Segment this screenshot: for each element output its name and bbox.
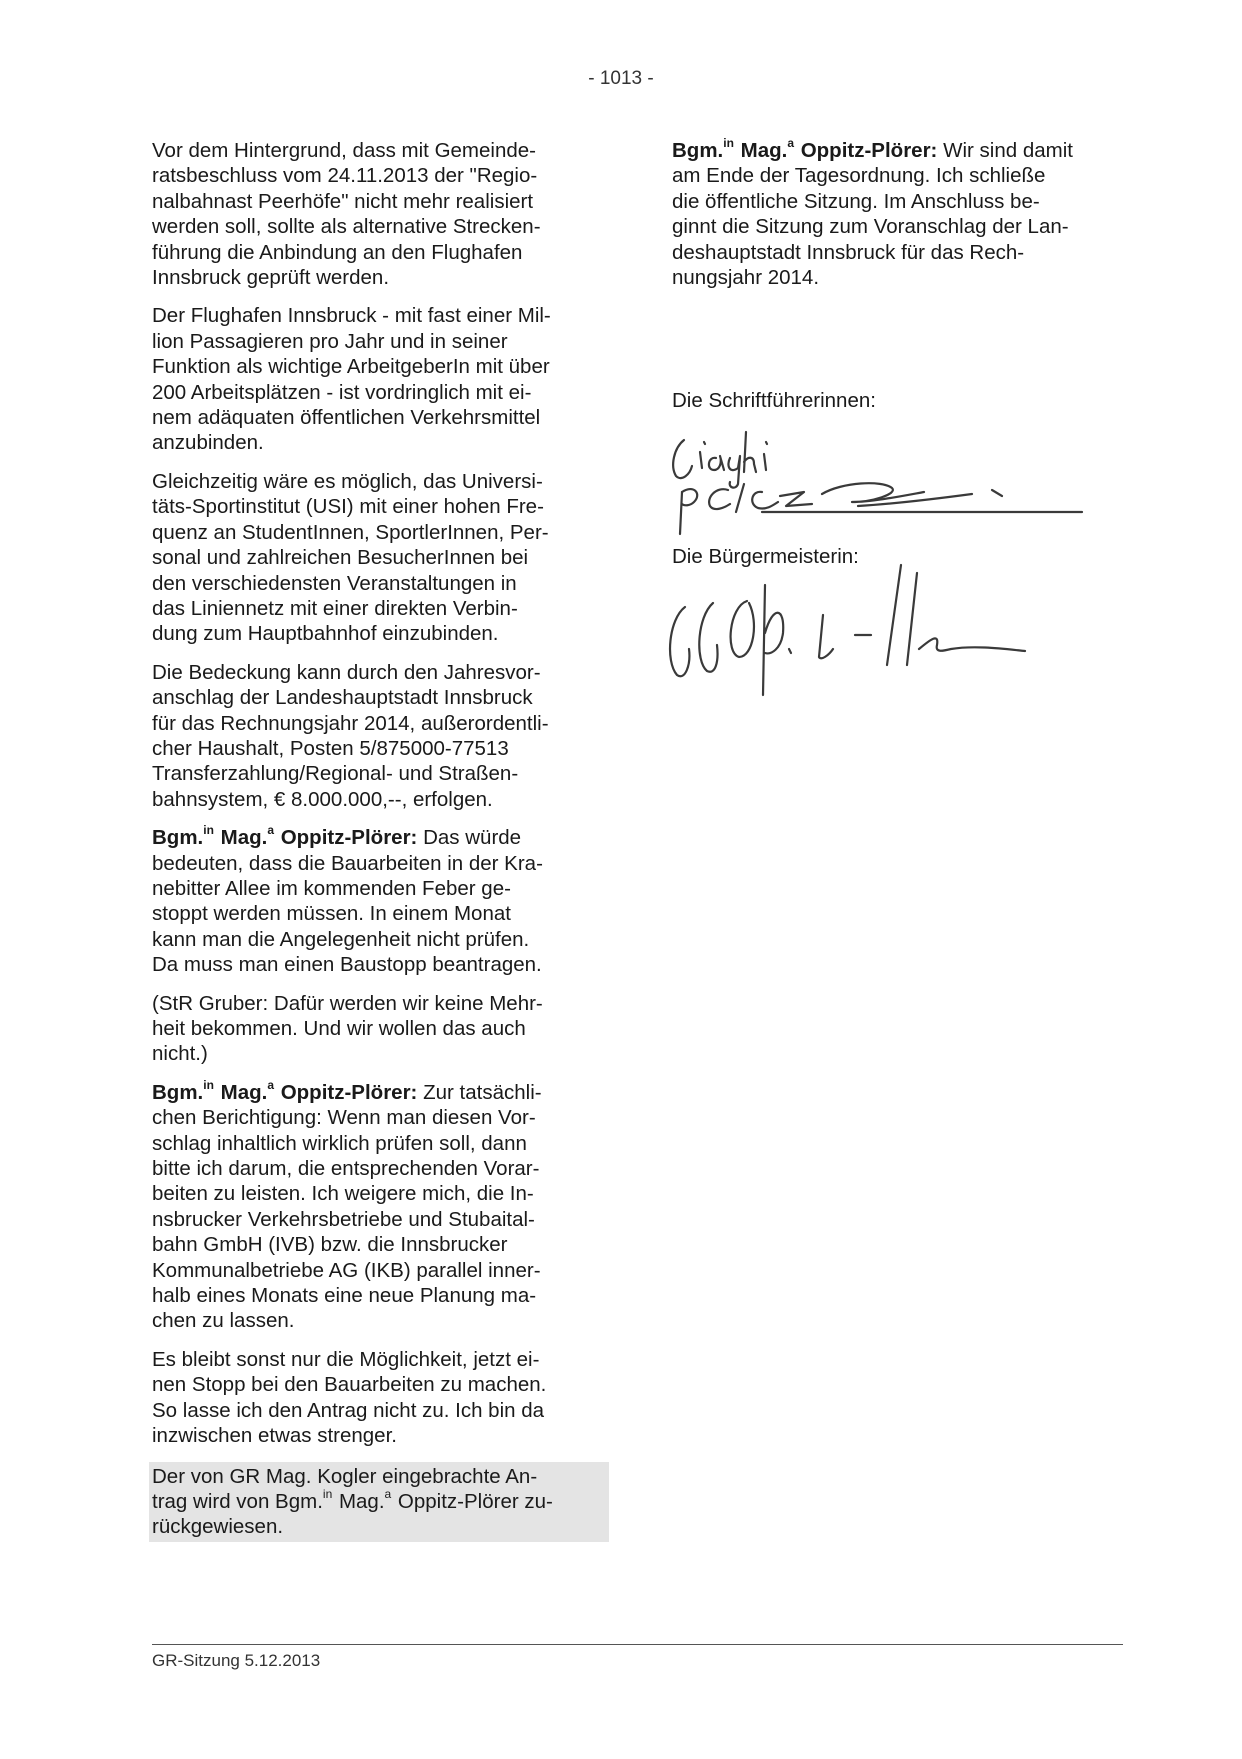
text-line: werden soll, sollte als alternative Strecken- — [152, 215, 541, 239]
text-line: Transferzahlung/Regional- und Straßen- — [152, 762, 519, 786]
text-line: Es bleibt sonst nur die Möglichkeit, jetzt ei- — [152, 1347, 540, 1371]
text-line: deshauptstadt Innsbruck für das Rech- — [672, 240, 1025, 264]
text-line: Kommunalbetriebe AG (IKB) parallel inner- — [152, 1258, 541, 1282]
text-line: Funktion als wichtige ArbeitgeberIn mit über — [152, 355, 550, 379]
paragraph-airport — [152, 303, 612, 455]
text-line: nen Stopp bei den Bauarbeiten zu machen. — [152, 1373, 547, 1397]
text-line: kann man die Angelegenheit nicht prüfen. — [152, 927, 530, 951]
text-line: (StR Gruber: Dafür werden wir keine Mehr- — [152, 991, 543, 1015]
text-line: sonal und zahlreichen BesucherInnen bei — [152, 546, 529, 570]
text-line: Der von GR Mag. Kogler eingebrachte An- — [152, 1464, 538, 1488]
paragraph-construction-stop — [152, 1347, 612, 1449]
text-line: nalbahnast Peerhöfe" nicht mehr realisiert — [152, 189, 534, 213]
text-line: So lasse ich den Antrag nicht zu. Ich bin da — [152, 1398, 545, 1422]
text-line: stoppt werden müssen. In einem Monat — [152, 902, 511, 926]
speaker-name: Bgm.$^{in}$ Mag.$^a$ Oppitz-Plörer: — [152, 1077, 418, 1104]
text-line: Bgm.$^{in}$ Mag.$^a$ Oppitz-Plörer: Zur tatsächli- — [152, 1077, 542, 1104]
text-line: ginnt die Sitzung zum Voranschlag der Lan- — [672, 215, 1069, 239]
text-line: schlag inhaltlich wirklich prüfen soll, dann — [152, 1131, 527, 1155]
text-line: Bgm.$^{in}$ Mag.$^a$ Oppitz-Plörer: Wir sind damit — [672, 136, 1073, 162]
text-line: beiten zu leisten. Ich weigere mich, die In- — [152, 1182, 534, 1206]
text-line: heit bekommen. Und wir wollen das auch — [152, 1017, 526, 1040]
text-line: Die Bedeckung kann durch den Jahresvor- — [152, 660, 541, 684]
text-line: für das Rechnungsjahr 2014, außerordentli- — [152, 711, 549, 735]
text-line: die öffentliche Sitzung. Im Anschluss be- — [672, 189, 1040, 213]
recorders-label: Die Schriftführerinnen: — [672, 389, 876, 412]
text-line: chen zu lassen. — [152, 1309, 295, 1333]
text-line: rückgewiesen. — [152, 1515, 284, 1539]
paragraph-mayor-statement-1 — [152, 825, 612, 977]
text-line: lion Passagieren pro Jahr und in seiner — [152, 329, 508, 353]
text-line: nicht.) — [152, 1042, 208, 1066]
text-line: den verschiedensten Veranstaltungen in — [152, 571, 517, 595]
text-line: dung zum Hauptbahnhof einzubinden. — [152, 622, 499, 646]
left-column — [152, 138, 612, 1555]
text-line: anschlag der Landeshauptstadt Innsbruck — [152, 686, 533, 710]
text-line: Innsbruck geprüft werden. — [152, 266, 390, 290]
paragraph-usi — [152, 469, 612, 647]
text-line: trag wird von Bgm.$^{in}$ Mag.$^a$ Oppitz-Plörer zu- — [152, 1487, 553, 1513]
paragraph-closing-statement — [672, 138, 1142, 290]
text-line: bahnsystem, € 8.000.000,--, erfolgen. — [152, 787, 493, 811]
speaker-name: Bgm.$^{in}$ Mag.$^a$ Oppitz-Plörer: — [152, 823, 418, 850]
signature-recorder-2 — [662, 472, 1082, 542]
text-line: nungsjahr 2014. — [672, 266, 820, 290]
highlighted-resolution — [149, 1462, 609, 1542]
speaker-name: Bgm.$^{in}$ Mag.$^a$ Oppitz-Plörer: — [672, 136, 938, 162]
text-line: cher Haushalt, Posten 5/875000-77513 — [152, 736, 509, 760]
text-line: ratsbeschluss vom 24.11.2013 der "Regio- — [152, 164, 538, 188]
text-line: täts-Sportinstitut (USI) mit einer hohen Fre- — [152, 495, 544, 519]
text-line: Bgm.$^{in}$ Mag.$^a$ Oppitz-Plörer: Das würde — [152, 823, 522, 850]
paragraph-route-background — [152, 138, 612, 290]
text-line: inzwischen etwas strenger. — [152, 1424, 397, 1448]
text-line: halb eines Monats eine neue Planung ma- — [152, 1284, 537, 1308]
text-line: bahn GmbH (IVB) bzw. die Innsbrucker — [152, 1233, 508, 1257]
footer-text: GR-Sitzung 5.12.2013 — [152, 1651, 321, 1670]
page-number: - 1013 - — [588, 68, 654, 89]
right-column — [672, 138, 1142, 303]
text-line: am Ende der Tagesordnung. Ich schließe — [672, 164, 1046, 188]
text-line: bedeuten, dass die Bauarbeiten in der Kra- — [152, 851, 543, 875]
paragraph-funding — [152, 660, 612, 812]
text-line: chen Berichtigung: Wenn man diesen Vor- — [152, 1106, 536, 1130]
footer-rule — [152, 1644, 1123, 1645]
signature-mayor — [655, 545, 1035, 715]
text-line: quenz an StudentInnen, SportlerInnen, Per- — [152, 520, 549, 544]
text-line: Der Flughafen Innsbruck - mit fast einer Mil- — [152, 304, 551, 328]
text-line: nebitter Allee im kommenden Feber ge- — [152, 876, 511, 900]
paragraph-interjection — [152, 991, 612, 1067]
text-line: bitte ich darum, die entsprechenden Vorar- — [152, 1157, 540, 1181]
text-line: Vor dem Hintergrund, dass mit Gemeinde- — [152, 139, 536, 162]
text-line: Da muss man einen Baustopp beantragen. — [152, 953, 542, 977]
text-line: anzubinden. — [152, 431, 264, 455]
text-line: 200 Arbeitsplätzen - ist vordringlich mit ei- — [152, 380, 532, 404]
text-line: führung die Anbindung an den Flughafen — [152, 240, 523, 264]
paragraph-mayor-statement-2 — [152, 1077, 612, 1334]
text-line: Gleichzeitig wäre es möglich, das Universi- — [152, 469, 543, 493]
text-line: das Liniennetz mit einer direkten Verbin- — [152, 596, 518, 620]
text-line: nem adäquaten öffentlichen Verkehrsmittel — [152, 406, 541, 430]
text-line: nsbrucker Verkehrsbetriebe und Stubaital- — [152, 1207, 535, 1231]
mayor-label: Die Bürgermeisterin: — [672, 545, 859, 568]
